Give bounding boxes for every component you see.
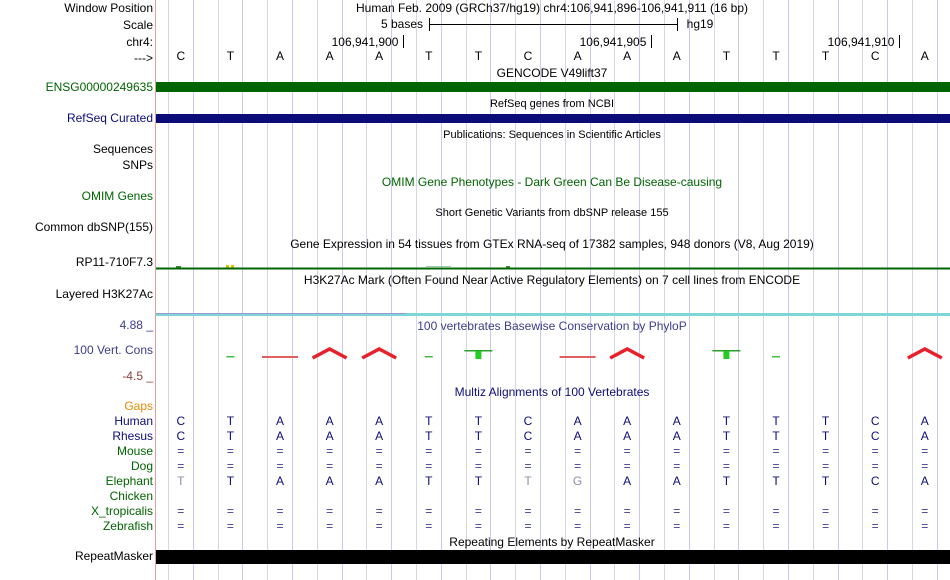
alignment-base-mouse: = [772, 444, 780, 458]
cons-track-title: 100 vertebrates Basewise Conservation by PhyloP [417, 319, 687, 333]
alignment-base-zebrafish: = [524, 519, 532, 533]
alignment-base-elephant: G [572, 474, 583, 488]
alignment-base-zebrafish: = [673, 519, 681, 533]
sequence-base: A [623, 49, 632, 63]
alignment-base-zebrafish: = [623, 519, 631, 533]
alignment-base-elephant: T [425, 474, 433, 488]
sequence-base: T [821, 49, 830, 63]
cons-signal[interactable] [156, 346, 950, 360]
alignment-base-mouse: = [574, 444, 582, 458]
alignment-base-zebrafish: = [772, 519, 780, 533]
alignment-base-elephant: T [474, 474, 483, 488]
alignment-base-dog: = [276, 459, 284, 473]
species-label-zebrafish[interactable]: Zebrafish [102, 519, 153, 533]
alignment-base-zebrafish: = [326, 519, 334, 533]
coord-tick-3 [899, 35, 900, 48]
alignment-base-dog: = [226, 459, 234, 473]
species-label-elephant[interactable]: Elephant [105, 474, 153, 488]
alignment-base-zebrafish: = [574, 519, 582, 533]
coord-label-3: 106,941,910 [827, 35, 895, 49]
alignment-base-zebrafish: = [722, 519, 730, 533]
cons-mark [475, 351, 481, 359]
alignment-base-xtrop: = [474, 504, 482, 518]
alignment-base-dog: = [375, 459, 383, 473]
alignment-base-dog: = [623, 459, 631, 473]
alignment-base-xtrop: = [524, 504, 532, 518]
alignment-base-xtrop: = [623, 504, 631, 518]
cons-min-label: -4.5 _ [122, 369, 153, 383]
alignment-base-xtrop: = [722, 504, 730, 518]
alignment-base-xtrop: = [326, 504, 334, 518]
alignment-base-mouse: = [722, 444, 730, 458]
gtex-expression-marks[interactable] [156, 255, 950, 271]
refseq-label[interactable]: RefSeq Curated [66, 111, 153, 125]
gencode-gene-label[interactable]: ENSG00000249635 [45, 80, 153, 94]
species-label-dog[interactable]: Dog [130, 459, 153, 473]
dbsnp-track-title: Short Genetic Variants from dbSNP release 155 [435, 207, 669, 219]
species-label-xtropicalis[interactable]: X_tropicalis [90, 504, 153, 518]
alignment-base-rhesus: A [375, 429, 384, 443]
alignment-base-human: A [375, 414, 384, 428]
alignment-base-elephant: T [821, 474, 830, 488]
alignment-base-zebrafish: = [375, 519, 383, 533]
alignment-base-xtrop: = [673, 504, 681, 518]
alignment-base-human: A [623, 414, 632, 428]
alignment-base-dog: = [722, 459, 730, 473]
alignment-base-mouse: = [921, 444, 929, 458]
alignment-base-dog: = [921, 459, 929, 473]
alignment-base-xtrop: = [871, 504, 879, 518]
alignment-base-mouse: = [226, 444, 234, 458]
alignment-base-rhesus: A [275, 429, 284, 443]
alignment-base-elephant: A [672, 474, 681, 488]
alignment-base-human: C [176, 414, 186, 428]
alignment-base-rhesus: A [672, 429, 681, 443]
gencode-track-title: GENCODE V49lift37 [496, 66, 608, 80]
position-title: Human Feb. 2009 (GRCh37/hg19) chr4:106,941,896-106,941,911 (16 bp) [355, 1, 749, 15]
alignment-base-human: T [821, 414, 830, 428]
alignment-base-rhesus: T [226, 429, 235, 443]
sequence-base: A [573, 49, 582, 63]
alignment-base-mouse: = [871, 444, 879, 458]
sequence-base: A [375, 49, 384, 63]
sequence-base: T [425, 49, 433, 63]
alignment-base-dog: = [574, 459, 582, 473]
sequence-base: T [474, 49, 483, 63]
gtex-track-title: Gene Expression in 54 tissues from GTEx RNA-seq of 17382 samples, 948 donors (V8, Aug 2019) [290, 237, 814, 251]
alignment-base-mouse: = [425, 444, 433, 458]
alignment-base-elephant: A [623, 474, 632, 488]
alignment-base-human: A [920, 414, 929, 428]
alignment-base-zebrafish: = [871, 519, 879, 533]
alignment-base-xtrop: = [425, 504, 433, 518]
alignment-base-rhesus: T [425, 429, 433, 443]
alignment-base-mouse: = [822, 444, 830, 458]
alignment-base-elephant: T [226, 474, 235, 488]
alignment-base-xtrop: = [772, 504, 780, 518]
alignment-base-elephant: T [524, 474, 532, 488]
alignment-base-rhesus: A [920, 429, 929, 443]
cons-mark [908, 349, 942, 358]
alignment-base-rhesus: T [821, 429, 830, 443]
alignment-base-elephant: A [275, 474, 284, 488]
alignment-base-xtrop: = [822, 504, 830, 518]
gencode-gene-bar[interactable] [156, 82, 950, 92]
alignment-base-human: A [275, 414, 284, 428]
alignment-base-dog: = [177, 459, 185, 473]
multiz-track-title: Multiz Alignments of 100 Vertebrates [454, 385, 650, 399]
coord-tick-2 [651, 35, 652, 48]
alignment-base-human: C [870, 414, 880, 428]
alignment-base-mouse: = [524, 444, 532, 458]
repeatmasker-label[interactable]: RepeatMasker [74, 549, 153, 563]
alignment-base-rhesus: T [722, 429, 731, 443]
alignment-base-human: T [722, 414, 731, 428]
scale-bar-text: 5 bases [380, 17, 424, 31]
alignment-base-zebrafish: = [474, 519, 482, 533]
strand-label[interactable]: ---> [134, 51, 153, 65]
alignment-base-rhesus: C [523, 429, 533, 443]
omim-label[interactable]: OMIM Genes [81, 189, 153, 203]
scale-db-text: hg19 [686, 17, 714, 31]
cons-mark [262, 356, 298, 358]
alignment-base-elephant: A [920, 474, 929, 488]
repeat-track-title: Repeating Elements by RepeatMasker [449, 535, 655, 549]
coord-label-1: 106,941,900 [331, 35, 399, 49]
gaps-label[interactable]: Gaps [124, 399, 153, 413]
alignment-base-zebrafish: = [177, 519, 185, 533]
refseq-track-title: RefSeq genes from NCBI [489, 98, 615, 110]
chrom-label: chr4: [126, 35, 153, 49]
alignment-base-elephant: C [870, 474, 880, 488]
alignment-base-xtrop: = [921, 504, 929, 518]
alignment-base-xtrop: = [375, 504, 383, 518]
species-label-mouse[interactable]: Mouse [116, 444, 153, 458]
cons-max-label: 4.88 _ [119, 318, 153, 332]
coord-label-2: 106,941,905 [579, 35, 647, 49]
alignment-base-elephant: A [325, 474, 334, 488]
cons-mark [425, 356, 433, 358]
alignment-base-zebrafish: = [822, 519, 830, 533]
sequence-base: C [523, 49, 533, 63]
alignment-base-dog: = [822, 459, 830, 473]
coord-tick-1 [403, 35, 404, 48]
cons-label[interactable]: 100 Vert. Cons [73, 343, 153, 357]
cons-mark [772, 356, 780, 358]
alignment-base-xtrop: = [276, 504, 284, 518]
alignment-base-elephant: T [722, 474, 731, 488]
alignment-base-zebrafish: = [226, 519, 234, 533]
alignment-base-human: A [672, 414, 681, 428]
scale-bar-tick-left [429, 18, 430, 31]
sequence-base: C [870, 49, 880, 63]
species-label-chicken[interactable]: Chicken [109, 489, 153, 503]
sequence-base: A [672, 49, 681, 63]
scale-bar-line [430, 24, 678, 25]
sequence-base: A [275, 49, 284, 63]
alignment-base-zebrafish: = [276, 519, 284, 533]
cons-mark [313, 349, 347, 358]
repeat-bar[interactable] [156, 550, 950, 564]
alignment-base-dog: = [871, 459, 879, 473]
cons-mark [226, 356, 234, 358]
alignment-base-dog: = [326, 459, 334, 473]
alignment-base-mouse: = [673, 444, 681, 458]
scale-bar-tick-right [677, 18, 678, 31]
alignment-base-rhesus: T [474, 429, 483, 443]
dbsnp-label[interactable]: Common dbSNP(155) [34, 220, 153, 234]
alignment-base-xtrop: = [177, 504, 185, 518]
window-position-label: Window Position [64, 1, 153, 15]
alignment-base-rhesus: C [176, 429, 186, 443]
alignment-base-human: A [573, 414, 582, 428]
gtex-gene-label[interactable]: RP11-710F7.3 [75, 255, 153, 269]
alignment-base-mouse: = [276, 444, 284, 458]
alignment-base-human: T [226, 414, 235, 428]
alignment-base-human: T [425, 414, 433, 428]
alignment-base-rhesus: C [870, 429, 880, 443]
alignment-base-zebrafish: = [921, 519, 929, 533]
species-label-rhesus[interactable]: Rhesus [112, 429, 153, 443]
alignment-base-dog: = [524, 459, 532, 473]
alignment-base-human: A [325, 414, 334, 428]
alignment-base-dog: = [772, 459, 780, 473]
alignment-base-xtrop: = [226, 504, 234, 518]
cons-mark [610, 349, 644, 358]
alignment-base-dog: = [474, 459, 482, 473]
cons-mark [362, 349, 396, 358]
publications-track-title: Publications: Sequences in Scientific Articles [443, 129, 661, 141]
alignment-base-human: T [772, 414, 780, 428]
alignment-base-xtrop: = [574, 504, 582, 518]
refseq-gene-bar[interactable] [156, 114, 950, 123]
cons-mark [723, 351, 729, 359]
alignment-base-rhesus: A [325, 429, 334, 443]
alignment-base-human: C [523, 414, 533, 428]
alignment-base-dog: = [425, 459, 433, 473]
alignment-base-dog: = [673, 459, 681, 473]
scale-label: Scale [122, 18, 153, 32]
sequence-base: C [176, 49, 186, 63]
alignment-base-elephant: T [772, 474, 780, 488]
sequences-label[interactable]: Sequences [92, 142, 153, 156]
species-label-human[interactable]: Human [114, 414, 153, 428]
alignment-base-mouse: = [623, 444, 631, 458]
alignment-base-mouse: = [326, 444, 334, 458]
alignment-base-mouse: = [375, 444, 383, 458]
h3k27ac-signal[interactable] [156, 312, 950, 318]
sequence-base: T [772, 49, 780, 63]
sequence-base: T [722, 49, 731, 63]
alignment-base-rhesus: A [623, 429, 632, 443]
snps-label[interactable]: SNPs [122, 158, 153, 172]
alignment-base-rhesus: A [573, 429, 582, 443]
alignment-base-elephant: T [177, 474, 185, 488]
alignment-base-zebrafish: = [425, 519, 433, 533]
cons-mark [560, 356, 596, 358]
h3k27ac-label[interactable]: Layered H3K27Ac [55, 287, 153, 301]
omim-track-title: OMIM Gene Phenotypes - Dark Green Can Be Disease-causing [381, 175, 723, 189]
alignment-base-mouse: = [474, 444, 482, 458]
sequence-base: T [226, 49, 235, 63]
alignment-base-human: T [474, 414, 483, 428]
sequence-base: A [920, 49, 929, 63]
h3k27ac-track-title: H3K27Ac Mark (Often Found Near Active Regulatory Elements) on 7 cell lines from ENCODE [303, 273, 801, 287]
alignment-base-rhesus: T [772, 429, 780, 443]
alignment-base-mouse: = [177, 444, 185, 458]
alignment-base-elephant: A [375, 474, 384, 488]
sequence-base: A [325, 49, 334, 63]
